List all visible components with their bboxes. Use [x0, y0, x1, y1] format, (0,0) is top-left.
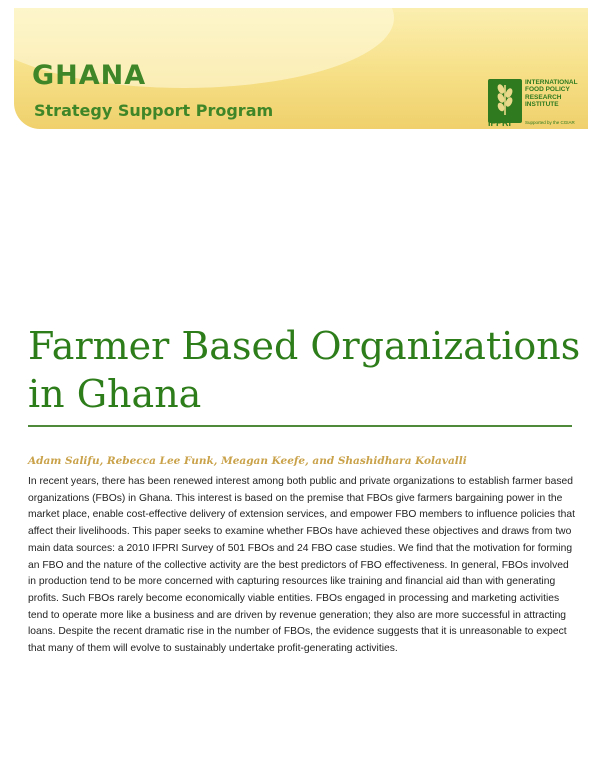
document-title: Farmer Based Organizations in Ghana	[28, 324, 581, 416]
header-banner	[14, 8, 588, 129]
banner-title: GHANA	[32, 60, 147, 91]
banner-subtitle: Strategy Support Program	[34, 101, 274, 120]
title-divider	[28, 425, 572, 427]
author-list: Adam Salifu, Rebecca Lee Funk, Meagan Keefe, and Shashidhara Kolavalli	[28, 455, 467, 467]
wheat-icon	[488, 79, 522, 123]
ifpri-logo	[488, 79, 588, 129]
logo-acronym: IFPRI	[488, 118, 512, 128]
logo-support-text: Supported by the CGIAR	[525, 120, 575, 125]
logo-institute-name: INTERNATIONAL FOOD POLICY RESEARCH INSTITUTE	[525, 79, 578, 109]
wheat-icon-graphic	[488, 79, 522, 117]
abstract-text: In recent years, there has been renewed interest among both public and private organizations to establish farmer based organizations (FBOs) in Ghana. This interest is based on the premise that FBOs give farmers bargaining power in the market place, enable cost-effective delivery of extension services, and empower FBO members to influence policies that affect their livelihoods. This paper seeks to examine whether FBOs have achieved these objectives and draws from two main data sources: a 2010 IFPRI Survey of 501 FBOs and 24 FBO case studies. We find that the motivation for forming an FBO and the nature of the collective activity are the best predictors of FBO effectiveness. In general, FBOs involved in production tend to be more concerned with capturing resources like training and financial aid than with generating profits. Such FBOs rarely become economically viable entities. FBOs engaged in processing and marketing activities tend to operate more like a business and are driven by revenue generation; they also are more successful in attracting loans. Despite the recent dramatic rise in the number of FBOs, the evidence suggests that it is unreasonable to expect that many of them will evolve to sustainably undertake profit-generating activities.	[28, 476, 575, 655]
